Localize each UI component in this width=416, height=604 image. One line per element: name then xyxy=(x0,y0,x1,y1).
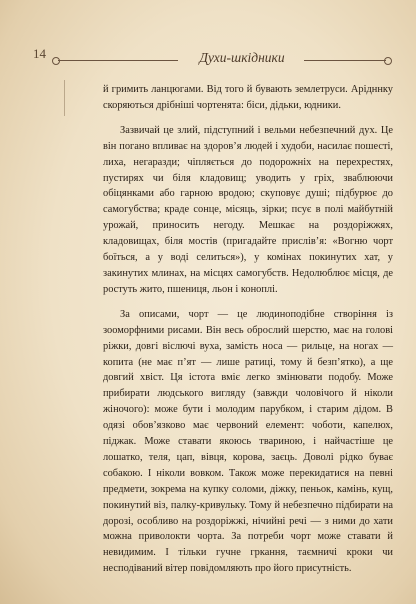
header-rule-right-end xyxy=(384,57,392,65)
page-number: 14 xyxy=(33,46,46,61)
header-rule-left-end xyxy=(52,57,60,65)
body-text xyxy=(103,82,393,577)
paragraph: Зазвичай це злий, підступний і вельми небезпечний дух. Це він погано впливає на здоров’я людей і худоби, насилає пошесті, лиха, негаразди; чіпляється до подорожніх на перехрестях, пустирях чи біля кладовищ; уводить у гріх, зваблюючи обіцянками або гарною вродою; скуповує душі; підбурює до самогубства; краде сонце, місяць, зірки; псує в полі майбутній урожай, приносить негоду. Мешкає на роздоріжжях, кладовищах, біля мостів (пригадайте прислів’я: «Вогню чорт боїться, а у воді селиться»), у комінах покинутих хат, у закинутих млинах, на місцях самогубств. Недолюблює місця, де ростуть жито, пшениця, льон і коноплі. xyxy=(103,124,393,295)
header-rule-left xyxy=(58,60,178,61)
running-title: Духи-шкідники xyxy=(199,50,285,65)
paragraph: За описами, чорт — це людиноподібне створіння із зооморфними рисами. Він весь оброслий шерстю, має на голові ріжки, довгі віслючі вуха, замість носа — рильце, на ногах — копита (не має п’ят — лише ратиці, тому й безп’ятко), а ще довгий хвіст. Ця істота вміє легко змінювати подобу. Може прибирати людського вигляду (завжди чоловічого й ніколи жіночого): може бути і молодим парубком, і старим дідом. В одязі обов’язково має червоний елемент: чоботи, капелюх, піджак. Може ставати якоюсь твариною, і найчастіше це лошатко, теля, цап, вівця, корова, заєць. Доволі рідко буває собакою. І ніколи вовком. Також може перекидатися на певні предмети, зокрема на купку соломи, діжку, пеньок, камінь, кущ, покинутий віз, палку-кривульку. Тому й небезпечно підбирати на дорозі, особливо на роздоріжжі, нічийні речі — з ними до хати можна приволокти чорта. За потреби чорт може ставати й невидимим. І тільки гучне гркання, таємничі кроки чи несподіваний вітер повідомляють про його присутність. xyxy=(103,308,393,575)
gutter-mark xyxy=(64,80,65,116)
paragraph: й гримить ланцюгами. Від того й бувають землетруси. Арідннку скоряються дрібніші чортенята: біси, дідьки, юдники. xyxy=(103,84,393,111)
header-rule-right xyxy=(304,60,386,61)
